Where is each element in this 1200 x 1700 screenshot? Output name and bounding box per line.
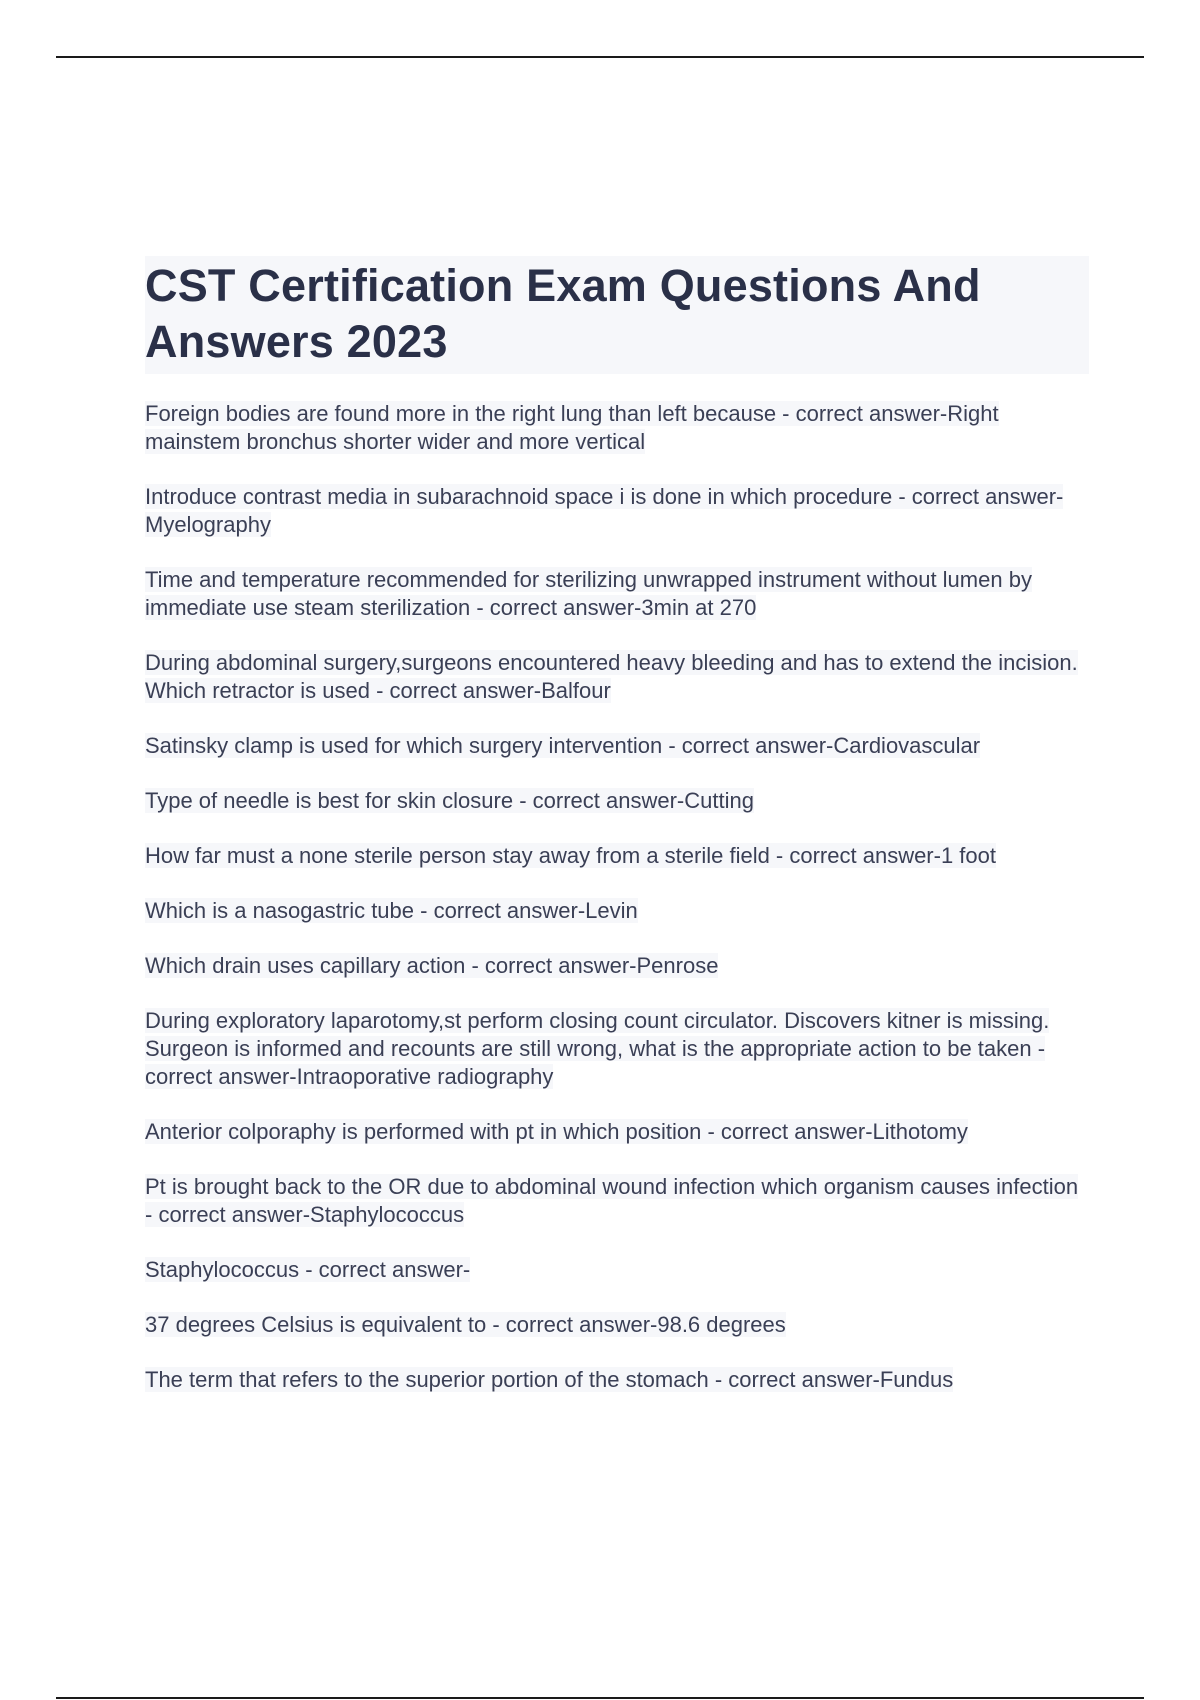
qa-item: [145, 566, 1089, 622]
qa-item: [145, 483, 1089, 539]
qa-item: [145, 1173, 1089, 1229]
qa-item-text: Satinsky clamp is used for which surgery intervention - correct answer-Cardiovascular: [145, 733, 981, 758]
document-body: [145, 256, 1089, 1421]
bottom-rule: [56, 1697, 1144, 1699]
qa-item-text: Pt is brought back to the OR due to abdominal wound infection which organism causes infection - correct answer-Staphylococcus: [145, 1174, 1079, 1227]
qa-item-text: Staphylococcus - correct answer-: [145, 1257, 471, 1282]
qa-item-text: Which is a nasogastric tube - correct answer-Levin: [145, 898, 638, 923]
top-rule: [56, 56, 1144, 58]
qa-item-text: The term that refers to the superior portion of the stomach - correct answer-Fundus: [145, 1367, 954, 1392]
qa-item-text: Foreign bodies are found more in the right lung than left because - correct answer-Right mainstem bronchus shorter wider and more vertical: [145, 401, 999, 454]
document-title: CST Certification Exam Questions And Answers 2023: [145, 260, 981, 367]
qa-item: [145, 400, 1089, 456]
qa-item-text: How far must a none sterile person stay away from a sterile field - correct answer-1 foot: [145, 843, 997, 868]
qa-item-text: Type of needle is best for skin closure - correct answer-Cutting: [145, 788, 754, 813]
qa-item-text: Which drain uses capillary action - correct answer-Penrose: [145, 953, 719, 978]
qa-item: [145, 1366, 1089, 1394]
qa-item-text: During abdominal surgery,surgeons encountered heavy bleeding and has to extend the incision. Which retractor is used - correct answer-Balfour: [145, 650, 1078, 703]
qa-item: [145, 787, 1089, 815]
qa-item-text: Time and temperature recommended for sterilizing unwrapped instrument without lumen by immediate use steam sterilization - correct answer-3min at 270: [145, 567, 1032, 620]
qa-item-text: Anterior colporaphy is performed with pt in which position - correct answer-Lithotomy: [145, 1119, 968, 1144]
qa-item: [145, 649, 1089, 705]
qa-item: [145, 1118, 1089, 1146]
qa-item: [145, 952, 1089, 980]
qa-item-text: 37 degrees Celsius is equivalent to - correct answer-98.6 degrees: [145, 1312, 786, 1337]
qa-item-text: Introduce contrast media in subarachnoid space i is done in which procedure - correct answer-Myelography: [145, 484, 1064, 537]
qa-item: [145, 842, 1089, 870]
qa-item-text: During exploratory laparotomy,st perform closing count circulator. Discovers kitner is missing. Surgeon is informed and recounts are still wrong, what is the appropriate action to be taken - correct answer-Intraoporative radiography: [145, 1008, 1050, 1089]
qa-item: [145, 1311, 1089, 1339]
title-block: [145, 256, 1089, 374]
qa-item: [145, 732, 1089, 760]
qa-item: [145, 897, 1089, 925]
qa-item: [145, 1007, 1089, 1091]
qa-item: [145, 1256, 1089, 1284]
